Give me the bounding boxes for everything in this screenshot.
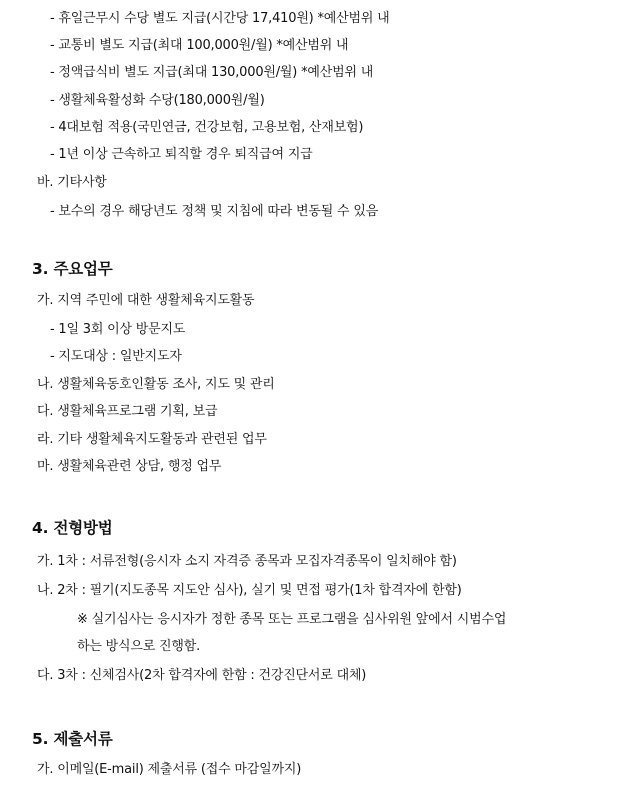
section-4-title: 4. 전형방법 bbox=[32, 519, 113, 537]
salary-item-transport: - 교통비 별도 지급(최대 100,000원/월) *예산범위 내 bbox=[50, 38, 349, 53]
salary-item-sports-allowance: - 생활체육활성화 수당(180,000원/월) bbox=[50, 93, 265, 108]
salary-item-insurance: - 4대보험 적용(국민연금, 건강보험, 고용보험, 산재보험) bbox=[50, 120, 364, 135]
section-5-title: 5. 제출서류 bbox=[32, 730, 113, 748]
other-heading: 바. 기타사항 bbox=[37, 175, 107, 190]
salary-item-meal: - 정액급식비 별도 지급(최대 130,000원/월) *예산범위 내 bbox=[50, 65, 374, 80]
section-3-item-c: 다. 생활체육프로그램 기획, 보급 bbox=[37, 404, 218, 419]
section-3-item-a-sub-2: - 지도대상 : 일반지도자 bbox=[50, 349, 182, 364]
section-4-item-a: 가. 1차 : 서류전형(응시자 소지 자격증 종목과 모집자격종목이 일치해야 함) bbox=[37, 554, 457, 569]
section-4-item-c: 다. 3차 : 신체검사(2차 합격자에 한함 : 건강진단서로 대체) bbox=[37, 668, 367, 683]
section-5-item-a: 가. 이메일(E-mail) 제출서류 (접수 마감일까지) bbox=[37, 762, 302, 777]
section-3-item-a: 가. 지역 주민에 대한 생활체육지도활동 bbox=[37, 293, 255, 308]
section-3-title: 3. 주요업무 bbox=[32, 260, 113, 278]
section-3-item-d: 라. 기타 생활체육지도활동과 관련된 업무 bbox=[37, 432, 267, 447]
section-4-note-line-2: 하는 방식으로 진행함. bbox=[77, 639, 201, 654]
section-4-note-line-1: ※ 실기심사는 응시자가 정한 종목 또는 프로그램을 심사위원 앞에서 시범수업 bbox=[77, 612, 507, 627]
section-3-item-e: 마. 생활체육관련 상담, 행정 업무 bbox=[37, 459, 222, 474]
section-3-item-a-sub-1: - 1일 3회 이상 방문지도 bbox=[50, 322, 186, 337]
other-item: - 보수의 경우 해당년도 정책 및 지침에 따라 변동될 수 있음 bbox=[50, 204, 379, 219]
section-3-item-b: 나. 생활체육동호인활동 조사, 지도 및 관리 bbox=[37, 377, 275, 392]
section-4-item-b: 나. 2차 : 필기(지도종목 지도안 심사), 실기 및 면접 평가(1차 합격자에 한함) bbox=[37, 583, 462, 598]
salary-item-holiday: - 휴일근무시 수당 별도 지급(시간당 17,410원) *예산범위 내 bbox=[50, 11, 390, 26]
salary-item-severance: - 1년 이상 근속하고 퇴직할 경우 퇴직급여 지급 bbox=[50, 147, 313, 162]
